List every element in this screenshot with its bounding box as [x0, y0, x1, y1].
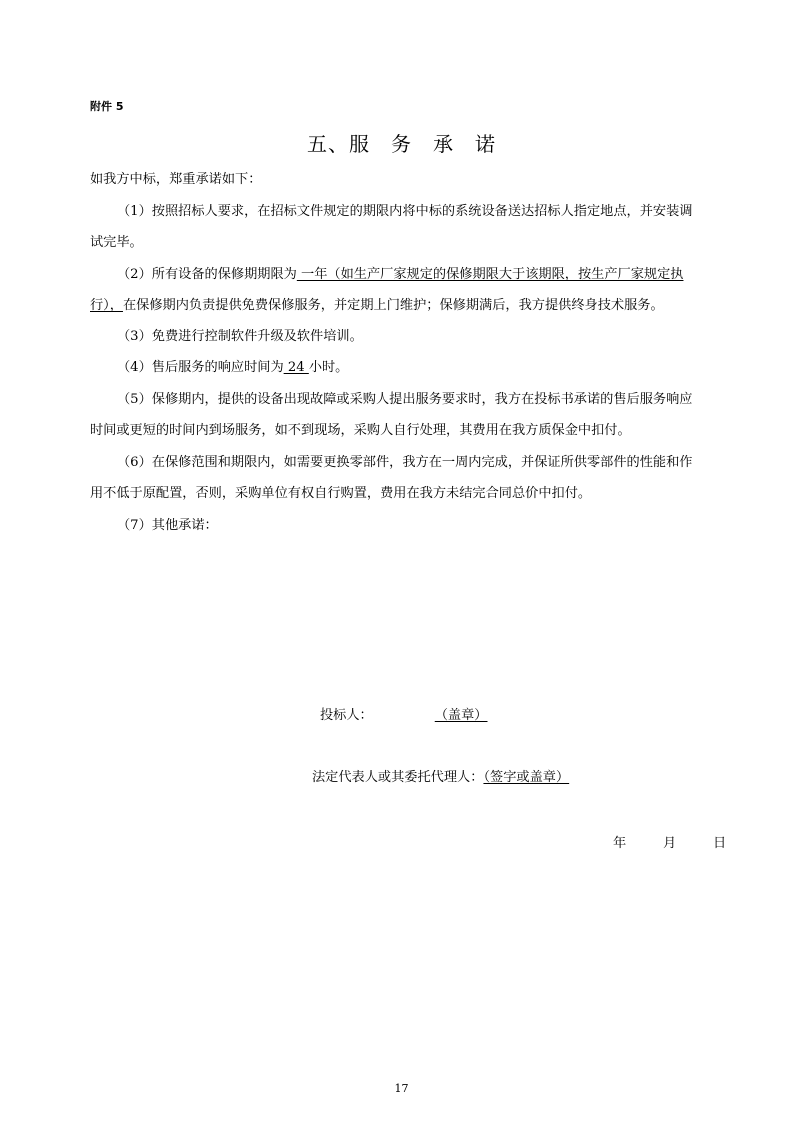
- item-4-prefix: （4）售后服务的响应时间为: [117, 360, 284, 375]
- bidder-seal: （盖章）: [434, 708, 488, 723]
- bidder-seal-field: [373, 708, 488, 723]
- annex-label: 附件 5: [90, 100, 124, 113]
- date-month: 月: [663, 836, 677, 851]
- date-day: 日: [713, 836, 727, 851]
- item-5-line-2: 时间或更短的时间内到场服务，如不到现场，采购人自行处理，其费用在我方质保金中扣付。: [90, 423, 631, 438]
- item-1-line-1: （1）按照招标人要求，在招标文件规定的期限内将中标的系统设备送达招标人指定地点，并安装调: [117, 204, 693, 219]
- item-2-line-2: [90, 296, 664, 316]
- item-6-line-1: （6）在保修范围和期限内，如需要更换零部件，我方在一周内完成，并保证所供零部件的性能和作: [117, 455, 693, 470]
- item-3: （3）免费进行控制软件升级及软件培训。: [117, 329, 363, 344]
- item-5-line-1: （5）保修期内，提供的设备出现故障或采购人提出服务要求时，我方在投标书承诺的售后服务响应: [117, 392, 693, 407]
- bidder-label: 投标人：: [320, 708, 373, 723]
- page-number: 17: [394, 1082, 409, 1095]
- item-4-suffix: 小时。: [308, 360, 349, 375]
- item-2-line-1: [117, 265, 683, 285]
- representative-label: 法定代表人或其委托代理人：: [312, 770, 484, 785]
- intro-text: 如我方中标，郑重承诺如下：: [90, 172, 262, 187]
- item-2-suffix: 在保修期内负责提供免费保修服务，并定期上门维护；保修期满后，我方提供终身技术服务。: [122, 298, 664, 313]
- warranty-period-line-1: 一年（如生产厂家规定的保修期限大于该期限，按生产厂家规定执: [296, 267, 684, 282]
- item-7: （7）其他承诺：: [117, 518, 218, 533]
- item-2-prefix: （2）所有设备的保修期期限为: [117, 267, 297, 282]
- page-title: 五、服 务 承 诺: [307, 132, 496, 156]
- item-1-line-2: 试完毕。: [90, 235, 143, 250]
- representative-sign: （签字或盖章）: [483, 770, 570, 785]
- response-hours: 24: [283, 360, 309, 375]
- warranty-period-line-2: 行），: [90, 298, 123, 313]
- representative-signature-line: [312, 768, 569, 788]
- date-year: 年: [613, 836, 627, 851]
- item-6-line-2: 用不低于原配置，否则，采购单位有权自行购置，费用在我方未结完合同总价中扣付。: [90, 486, 592, 501]
- bidder-signature-line: [320, 705, 488, 726]
- item-4: [117, 358, 348, 378]
